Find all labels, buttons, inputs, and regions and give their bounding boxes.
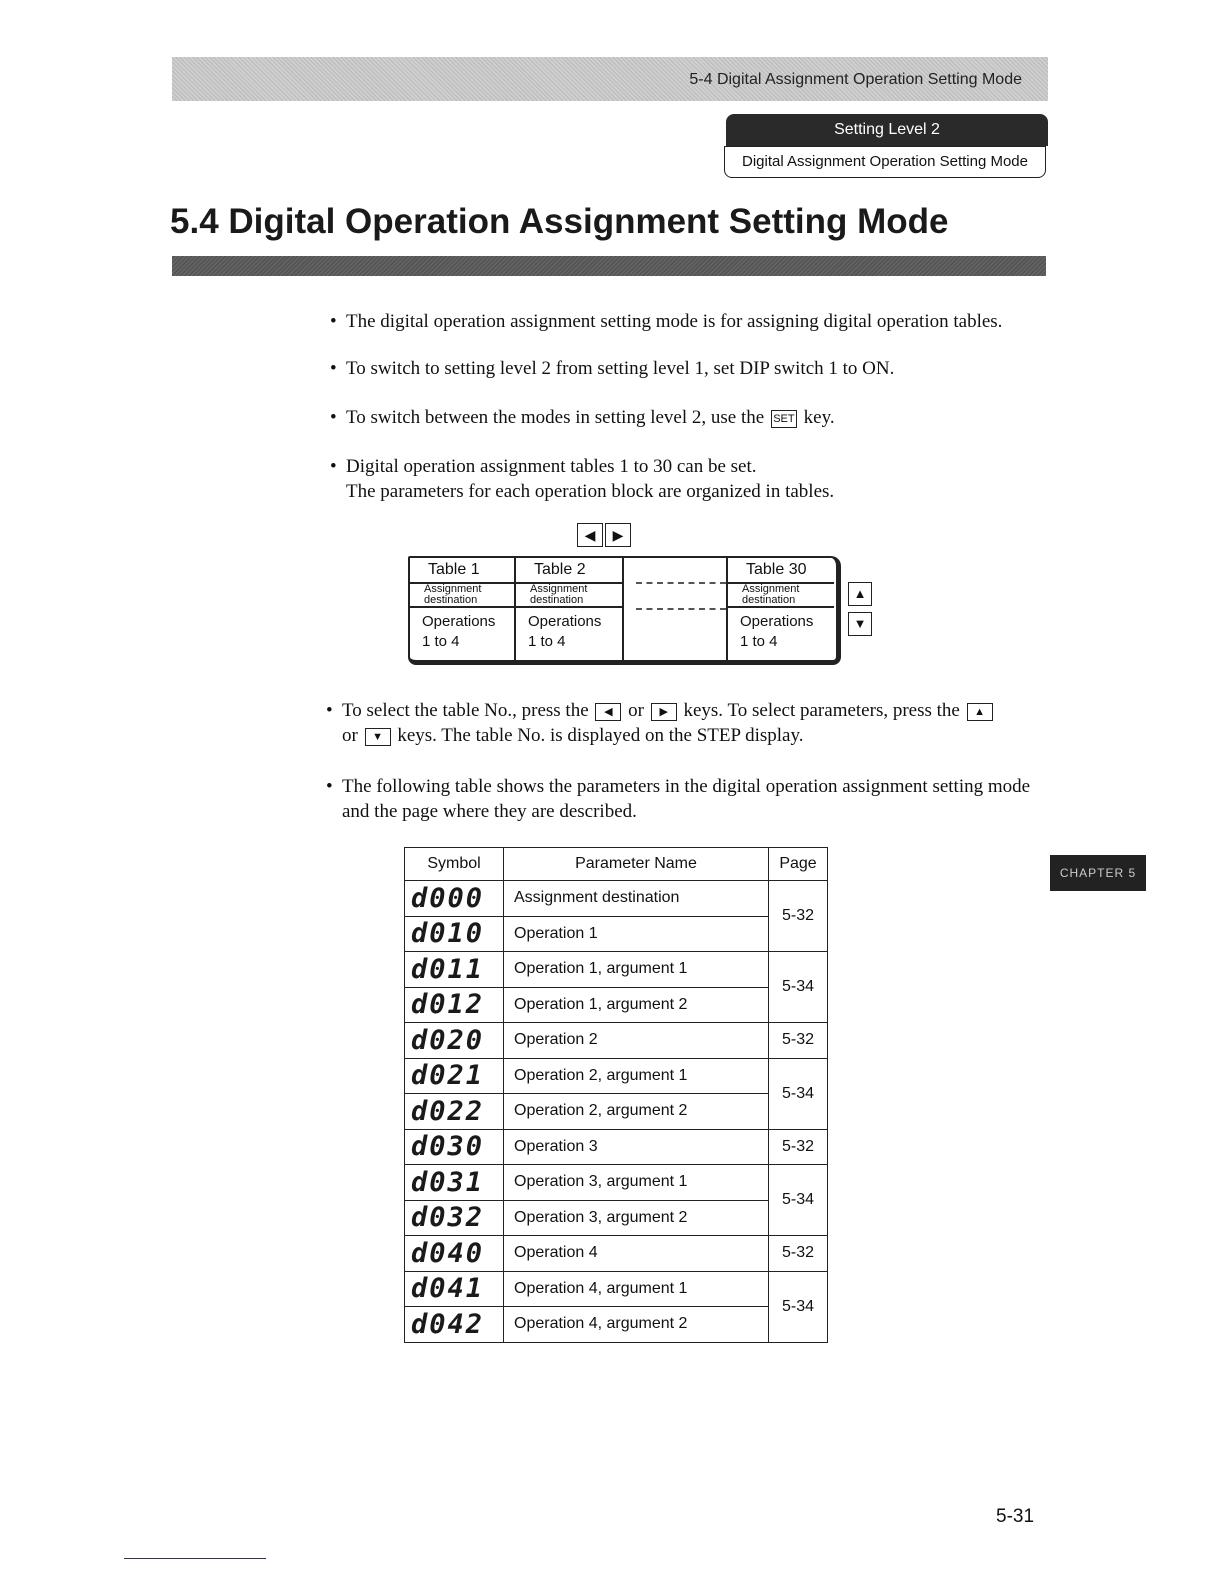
symbol-cell: d011 xyxy=(405,952,504,988)
symbol-cell: d040 xyxy=(405,1236,504,1272)
table-row xyxy=(405,1058,828,1094)
bullet-text: key. xyxy=(803,407,835,428)
table-name: Table 30 xyxy=(728,558,834,584)
table-range: 1 to 4 xyxy=(740,633,778,650)
page-number: 5-31 xyxy=(996,1506,1035,1527)
bullet-switch-level: • To switch to setting level 2 from setting level 1, set DIP switch 1 to ON. xyxy=(330,356,1050,381)
page-cell: 5-34 xyxy=(769,1058,828,1129)
table-row xyxy=(405,1236,828,1272)
symbol-cell: d041 xyxy=(405,1271,504,1307)
table-row xyxy=(405,952,828,988)
bullet-text: keys. To select parameters, press the xyxy=(683,700,960,721)
header-page: Page xyxy=(769,848,828,881)
table-2-column xyxy=(516,558,624,660)
tables-frame xyxy=(408,556,841,665)
right-arrow-key-icon: ▶ xyxy=(651,703,677,721)
page-title: 5.4 Digital Operation Assignment Setting Mode xyxy=(170,202,949,241)
bullet-text: Digital operation assignment tables 1 to 30 can be set. xyxy=(346,456,757,477)
table-ops: Operations xyxy=(528,613,602,630)
symbol-cell: d022 xyxy=(405,1094,504,1130)
bullet-text: To switch between the modes in setting level 2, use the xyxy=(346,407,765,428)
table-row xyxy=(405,987,828,1023)
parameter-name-cell: Operation 1 xyxy=(504,916,769,952)
table-range: 1 to 4 xyxy=(528,633,566,650)
symbol-cell: d030 xyxy=(405,1129,504,1165)
table-row xyxy=(405,916,828,952)
table-row xyxy=(405,881,828,917)
parameter-name-cell: Operation 2, argument 2 xyxy=(504,1094,769,1130)
header-parameter-name: Parameter Name xyxy=(504,848,769,881)
up-arrow-key-icon: ▲ xyxy=(848,582,872,606)
parameter-name-cell: Operation 4, argument 1 xyxy=(504,1271,769,1307)
parameter-table xyxy=(404,847,828,1343)
left-arrow-key-icon: ◀ xyxy=(577,523,603,547)
table-row xyxy=(405,1307,828,1343)
table-row xyxy=(405,1165,828,1201)
table-range: 1 to 4 xyxy=(422,633,460,650)
table-ops: Operations xyxy=(740,613,814,630)
table-row xyxy=(405,1023,828,1059)
table-assign: Assignment destination xyxy=(516,584,622,608)
symbol-cell: d032 xyxy=(405,1200,504,1236)
table-name: Table 2 xyxy=(516,558,622,584)
bullet-tables: • Digital operation assignment tables 1 to 30 can be set. The parameters for each operation block are organized in tables. xyxy=(330,456,835,502)
parameter-name-cell: Operation 4 xyxy=(504,1236,769,1272)
mode-label-box: Digital Assignment Operation Setting Mode xyxy=(724,146,1046,178)
symbol-cell: d031 xyxy=(405,1165,504,1201)
symbol-cell: d042 xyxy=(405,1307,504,1343)
bullet-text: The parameters for each operation block are organized in tables. xyxy=(346,481,835,502)
parameter-name-cell: Operation 1, argument 1 xyxy=(504,952,769,988)
table-row xyxy=(405,1129,828,1165)
table-30-column xyxy=(726,558,834,660)
table-assign: Assignment destination xyxy=(728,584,834,608)
parameter-name-cell: Operation 1, argument 2 xyxy=(504,987,769,1023)
table-row xyxy=(405,1094,828,1130)
page-cell: 5-34 xyxy=(769,1165,828,1236)
down-arrow-key-icon: ▼ xyxy=(848,612,872,636)
symbol-cell: d021 xyxy=(405,1058,504,1094)
parameter-name-cell: Operation 2, argument 1 xyxy=(504,1058,769,1094)
parameter-name-cell: Operation 4, argument 2 xyxy=(504,1307,769,1343)
page-cell: 5-32 xyxy=(769,1236,828,1272)
table-assign: Assignment destination xyxy=(410,584,514,608)
table-name: Table 1 xyxy=(410,558,514,584)
bullet-text: To select the table No., press the xyxy=(342,700,589,721)
symbol-cell: d000 xyxy=(405,881,504,917)
bullet-table-intro: • The following table shows the parameters in the digital operation assignment setting mode and the page where they are described. xyxy=(326,774,1050,824)
parameter-name-cell: Assignment destination xyxy=(504,881,769,917)
set-key-icon: SET xyxy=(771,410,797,428)
left-right-keys xyxy=(576,523,632,547)
page-cell: 5-32 xyxy=(769,1023,828,1059)
table-ops: Operations xyxy=(422,613,496,630)
table-row xyxy=(405,1271,828,1307)
bullet-text: To switch to setting level 2 from setting level 1, set DIP switch 1 to ON. xyxy=(346,358,895,379)
down-arrow-key-icon: ▼ xyxy=(365,728,391,746)
chapter-tab: CHAPTER 5 xyxy=(1050,855,1146,891)
bullet-text: The digital operation assignment setting mode is for assigning digital operation tables. xyxy=(346,311,1003,332)
header-symbol: Symbol xyxy=(405,848,504,881)
bullet-purpose: • The digital operation assignment setting mode is for assigning digital operation tables. xyxy=(330,309,1050,334)
table-diagram xyxy=(408,520,878,670)
parameter-name-cell: Operation 3, argument 1 xyxy=(504,1165,769,1201)
up-arrow-key-icon: ▲ xyxy=(967,703,993,721)
table-1-column xyxy=(410,558,516,660)
bullet-select-keys: • To select the table No., press the ◀ or ▶ keys. To select parameters, press the ▲ or ▼ keys. The table No. is displayed on the STEP display. xyxy=(326,698,1046,748)
parameter-name-cell: Operation 3 xyxy=(504,1129,769,1165)
right-arrow-key-icon: ▶ xyxy=(605,523,631,547)
symbol-cell: d010 xyxy=(405,916,504,952)
symbol-cell: d020 xyxy=(405,1023,504,1059)
ellipsis-dash xyxy=(636,582,726,584)
title-underline-bar xyxy=(172,256,1046,276)
bullet-text: The following table shows the parameters in the digital operation assignment setting mode and the page where they are described. xyxy=(342,776,1031,822)
header-band xyxy=(172,57,1048,101)
ellipsis-dash xyxy=(636,608,726,610)
bullet-text: keys. The table No. is displayed on the STEP display. xyxy=(397,725,804,746)
table-header-row xyxy=(405,848,828,881)
parameter-name-cell: Operation 3, argument 2 xyxy=(504,1200,769,1236)
bullet-text: or xyxy=(628,700,644,721)
page-cell: 5-34 xyxy=(769,1271,828,1342)
up-down-keys xyxy=(848,582,872,642)
breadcrumb: 5-4 Digital Assignment Operation Setting Mode xyxy=(689,71,1022,88)
parameter-name-cell: Operation 2 xyxy=(504,1023,769,1059)
page-cell: 5-34 xyxy=(769,952,828,1023)
bullet-set-key: • To switch between the modes in setting level 2, use the SET key. xyxy=(330,407,835,428)
table-row xyxy=(405,1200,828,1236)
page-cell: 5-32 xyxy=(769,881,828,952)
left-arrow-key-icon: ◀ xyxy=(595,703,621,721)
setting-level-badge: Setting Level 2 xyxy=(726,114,1048,146)
bullet-text: or xyxy=(342,725,358,746)
footer-rule xyxy=(124,1558,266,1559)
page-cell: 5-32 xyxy=(769,1129,828,1165)
symbol-cell: d012 xyxy=(405,987,504,1023)
